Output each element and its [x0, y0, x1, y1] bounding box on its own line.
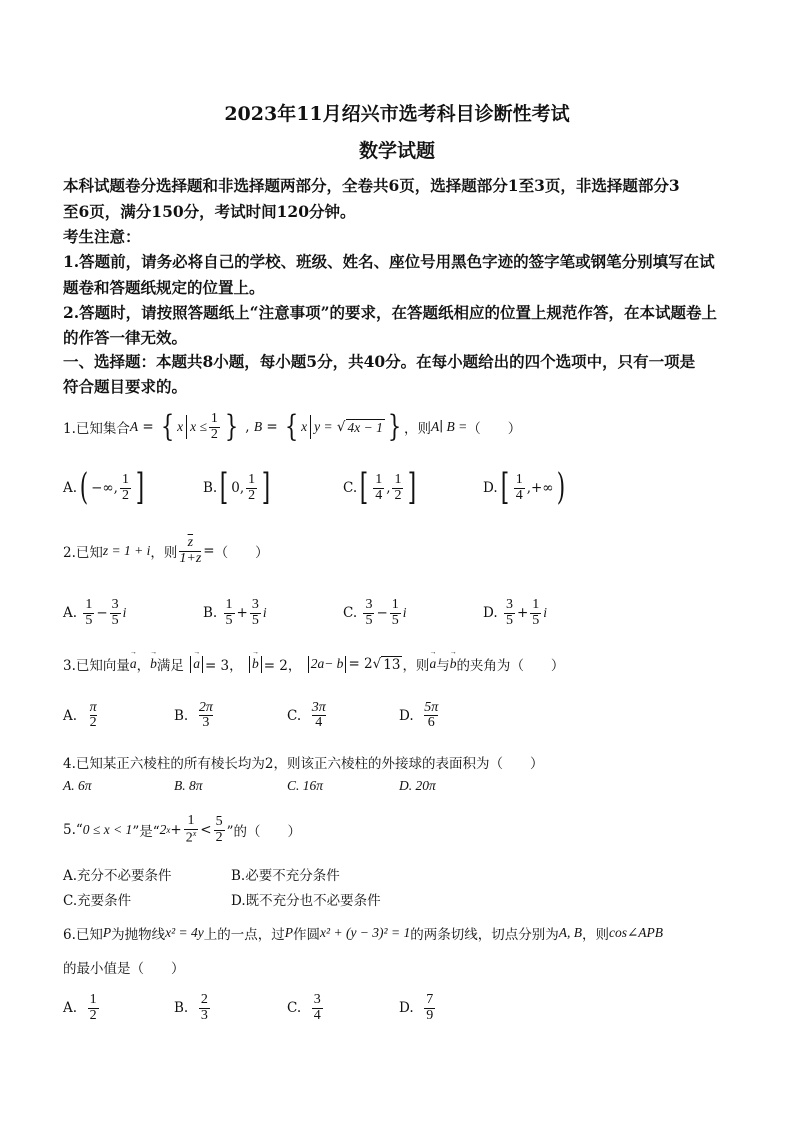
q6-option-b[interactable]: [174, 988, 212, 1028]
q2-frac: [179, 536, 201, 566]
q5-option-c[interactable]: C.充要条件: [63, 893, 132, 909]
q5-plus: +: [170, 822, 182, 838]
q3-vec-b: → b: [150, 656, 157, 672]
q6-p2: 为抛物线: [111, 927, 166, 943]
q1-sqrt: 4x − 1: [347, 419, 383, 435]
q1-c-n1: 1: [375, 471, 383, 487]
q2-a-label: A.: [63, 605, 78, 621]
q3-vec-a: → a: [130, 656, 137, 672]
q3-with: 与: [436, 658, 450, 674]
q6-p3: 上的一点，过: [203, 927, 285, 943]
q1-d-right: ,+∞: [526, 480, 554, 496]
q2-d-n2: 1: [532, 596, 540, 612]
q4-option-c[interactable]: C. 16π: [287, 778, 324, 793]
q3-angle: 的夹角为: [456, 658, 511, 674]
q1-b-den: 2: [248, 487, 256, 503]
q6-p4: 作圆: [293, 927, 321, 943]
q1-c-n2: 1: [394, 471, 402, 487]
q3-d-num: 5π: [424, 700, 439, 716]
q1-set-a: A: [129, 419, 139, 434]
q3-vec-a-2: → a: [429, 656, 436, 672]
q1-var-x-2: x: [301, 419, 308, 434]
q5-mid: ”是“: [132, 824, 160, 840]
q2-num: $\overline{z}$: [187, 534, 194, 550]
q5-option-a[interactable]: A.充分不必要条件: [63, 868, 172, 884]
note-2-line-1: 2.答题时，请按照答题纸上“注意事项”的要求，在答题纸相应的位置上规范作答，在本试题卷上: [63, 303, 718, 322]
q1-intersect: A∣ B =: [430, 419, 468, 434]
q4-option-d[interactable]: D. 20π: [399, 778, 436, 793]
q6-point-p: P: [102, 925, 112, 940]
q1-option-a[interactable]: A. ( −∞, $\frac{1}{2}$ ]: [63, 467, 145, 508]
q2-a-d1: 5: [85, 612, 93, 628]
q2-c-op: −: [376, 605, 388, 621]
q6-c-den: 4: [313, 1007, 321, 1023]
note-1-line-2: 题卷和答题纸规定的位置上。: [63, 278, 265, 297]
q2-b-label: B.: [203, 605, 218, 621]
q1-set-b: B: [253, 419, 263, 434]
q3-b-den: 3: [202, 715, 210, 730]
q3-abs-b: → b: [252, 656, 259, 672]
q6-point-p-2: P: [284, 925, 294, 940]
section-heading-line-1: 一、选择题：本题共8小题，每小题5分，共40分。在每小题给出的四个选项中，只有一项是: [63, 352, 696, 371]
q5-cond: 0 ≤ x < 1: [82, 822, 133, 837]
q1-option-c[interactable]: C. [ $\frac{1}{4}$ , $\frac{1}{2}$ ]: [343, 467, 417, 508]
q3-sat: 满足: [156, 658, 184, 674]
q2-b-n2: 3: [251, 596, 259, 612]
q2-d-d1: 5: [505, 612, 513, 628]
q6-a-den: 2: [89, 1007, 97, 1023]
q1-cond: x ≤: [190, 419, 207, 434]
q5-lt: <: [200, 822, 212, 838]
q5-prefix: 5.“: [63, 822, 83, 838]
q3-option-c[interactable]: [287, 696, 328, 736]
q6-p1: 6.已知: [63, 927, 103, 943]
q2-a-op: −: [96, 605, 108, 621]
q2-prefix: 2.已知: [63, 545, 103, 561]
q6-b-label: B.: [174, 1000, 189, 1016]
q5-sup: x: [166, 825, 171, 835]
q3-root13: 13: [383, 656, 401, 673]
q2-d-n1: 3: [505, 596, 513, 612]
q1-frac-half: $\frac{1}{2}$: [210, 410, 218, 442]
section-heading-line-2: 符合题目要求的。: [63, 377, 188, 396]
q1-c-d1: 4: [375, 487, 383, 503]
q2-c-d2: 5: [391, 612, 399, 628]
q3-d-den: 6: [427, 715, 435, 730]
q3-a-num: π: [89, 700, 97, 716]
q3-c-den: 4: [315, 715, 323, 730]
q3-b-num: 2π: [198, 700, 213, 716]
q2-b-d1: 5: [225, 612, 233, 628]
note-2-line-2: 的作答一律无效。: [63, 328, 188, 347]
q2-b-d2: 5: [251, 612, 259, 628]
q6-circle: x² + (y − 3)² = 1: [320, 925, 411, 940]
q2-a-d2: 5: [111, 612, 119, 628]
q2-a-n1: 1: [85, 596, 93, 612]
q5-den-sup: x: [192, 828, 197, 838]
q1-a-den: 2: [121, 487, 129, 503]
q4-option-b[interactable]: B. 8π: [174, 778, 203, 793]
q6-d-den: 9: [426, 1007, 434, 1023]
q2-c-i: i: [402, 605, 407, 620]
q2-option-d[interactable]: [483, 593, 547, 633]
q2-z-eq: z = 1 + i: [102, 543, 151, 558]
q3-abs-a: → a: [193, 656, 200, 672]
notice-title: 考生注意：: [63, 227, 141, 246]
q6-line-2: 的最小值是（ ）: [63, 961, 185, 977]
intro-line-2: 至6页，满分150分，考试时间120分钟。: [63, 202, 356, 221]
question-5: [63, 810, 301, 850]
q2-option-b[interactable]: [203, 593, 267, 633]
q3-minus-b: − b: [324, 656, 344, 671]
q3-then: ，则: [402, 658, 430, 674]
q6-option-c[interactable]: [287, 988, 325, 1028]
q6-cos: cos∠APB: [608, 925, 663, 940]
q3-sep: ，: [136, 658, 151, 674]
q5-option-d[interactable]: D.既不充分也不必要条件: [231, 893, 381, 909]
question-4: 4.已知某正六棱柱的所有棱长均为2，则该正六棱柱的外接球的表面积为（ ）: [63, 756, 544, 772]
q3-prefix: 3.已知向量: [63, 658, 130, 674]
q1-prefix: 1.已知集合: [63, 421, 130, 437]
q1-paren: （ ）: [467, 421, 522, 437]
q1-a-label: A.: [63, 480, 78, 496]
note-1-line-1: 1.答题前，请务必将自己的学校、班级、姓名、座位号用黑色字迹的签字笔或钢笔分别填写在试: [63, 252, 715, 271]
q6-option-a[interactable]: [63, 988, 101, 1028]
question-1: 1.已知集合 A = { x x ≤ $\frac{1}{2}$ } , B = { x y = √ 4x − 1 } ，则 A∣ B = （ ）: [63, 409, 522, 444]
q5-num: 1: [184, 814, 199, 830]
q2-c-n2: 1: [391, 596, 399, 612]
q3-d-label: D.: [399, 708, 414, 724]
q6-a-num: 1: [89, 991, 97, 1007]
q6-p5: 的两条切线，切点分别为: [410, 927, 559, 943]
q3-paren: （ ）: [510, 658, 565, 674]
q1-d-d1: 4: [515, 487, 523, 503]
q6-a-label: A.: [63, 1000, 78, 1016]
q1-c-label: C.: [343, 480, 358, 496]
q3-c-label: C.: [287, 708, 302, 724]
question-6: [63, 920, 663, 946]
q3-eq-root: = 2: [348, 656, 373, 672]
q5-d2: 2: [215, 829, 223, 845]
q3-eq2: = 2，: [263, 658, 302, 674]
q1-d-n1: 1: [515, 471, 523, 487]
q2-c-n1: 3: [365, 596, 373, 612]
q2-d-op: +: [516, 605, 529, 621]
q6-p6: ，则: [581, 927, 609, 943]
q3-vec-b-2: → b: [450, 656, 457, 672]
q5-suffix: ”的（ ）: [226, 824, 301, 840]
q1-b-left: 0,: [231, 480, 245, 496]
page-subtitle: 数学试题: [358, 140, 435, 162]
q6-d-num: 7: [426, 991, 434, 1007]
q5-n5: 5: [215, 813, 223, 829]
question-2: [63, 531, 269, 571]
q1-var-x: x: [177, 419, 184, 434]
q2-den: 1+z: [179, 550, 202, 566]
q2-d-i: i: [543, 605, 548, 620]
q2-d-label: D.: [483, 605, 498, 621]
q1-y-eq: y =: [314, 419, 333, 434]
q2-c-label: C.: [343, 605, 358, 621]
q2-eq: =: [203, 543, 215, 559]
q6-b-num: 2: [200, 991, 208, 1007]
q5-den: 2: [185, 830, 193, 846]
q3-two-a: 2a: [310, 656, 325, 671]
intro-line-1: 本科试题卷分选择题和非选择题两部分，全卷共6页，选择题部分1至3页，非选择题部分3: [63, 176, 680, 195]
q1-c-d2: 2: [394, 487, 402, 503]
q2-mid: ，则: [150, 545, 178, 561]
q2-b-n1: 1: [225, 596, 233, 612]
page-title: 2023年11月绍兴市选考科目诊断性考试: [224, 103, 570, 125]
q6-b-den: 3: [200, 1007, 208, 1023]
q2-a-n2: 3: [111, 596, 119, 612]
q3-option-d[interactable]: [399, 696, 440, 736]
q5-option-b[interactable]: B.必要不充分条件: [231, 868, 340, 884]
q6-c-label: C.: [287, 1000, 302, 1016]
q6-parabola: x² = 4y: [165, 925, 204, 940]
q4-option-a[interactable]: A. 6π: [63, 778, 92, 793]
q1-option-b[interactable]: B. [ 0, $\frac{1}{2}$ ]: [203, 467, 271, 508]
q3-eq3: = 3，: [204, 658, 243, 674]
q3-a-label: A.: [63, 708, 78, 724]
q1-d-label: D.: [483, 480, 498, 496]
q6-c-num: 3: [313, 991, 321, 1007]
q3-a-den: 2: [89, 715, 97, 730]
q2-d-d2: 5: [532, 612, 540, 628]
q6-ab: A, B: [558, 925, 582, 940]
q3-c-num: 3π: [311, 700, 326, 716]
q2-b-op: +: [236, 605, 248, 621]
q2-a-i: i: [122, 605, 127, 620]
q5-base: 2: [159, 822, 167, 837]
q3-option-a[interactable]: [63, 696, 101, 736]
q2-option-c[interactable]: [343, 593, 407, 633]
q1-tail: ，则: [403, 421, 431, 437]
q1-option-d[interactable]: D. [ $\frac{1}{4}$ ,+∞ ): [483, 467, 565, 508]
q6-option-d[interactable]: [399, 988, 437, 1028]
q1-a-left: −∞,: [91, 480, 118, 496]
q1-b-num: 1: [248, 471, 256, 487]
q2-b-i: i: [262, 605, 267, 620]
q1-b-label: B.: [203, 480, 218, 496]
question-3: 3.已知向量 → a ， → b 满足 → a = 3， → b = 2， 2a − b = 2 √ 13 ，则 → a 与 → b 的夹角为 （ ）: [63, 650, 564, 678]
q3-b-label: B.: [174, 708, 189, 724]
q3-option-b[interactable]: [174, 696, 215, 736]
q2-paren: （ ）: [214, 545, 269, 561]
q6-d-label: D.: [399, 1000, 414, 1016]
q2-option-a[interactable]: [63, 593, 126, 633]
q1-a-num: 1: [121, 471, 129, 487]
q2-c-d1: 5: [365, 612, 373, 628]
